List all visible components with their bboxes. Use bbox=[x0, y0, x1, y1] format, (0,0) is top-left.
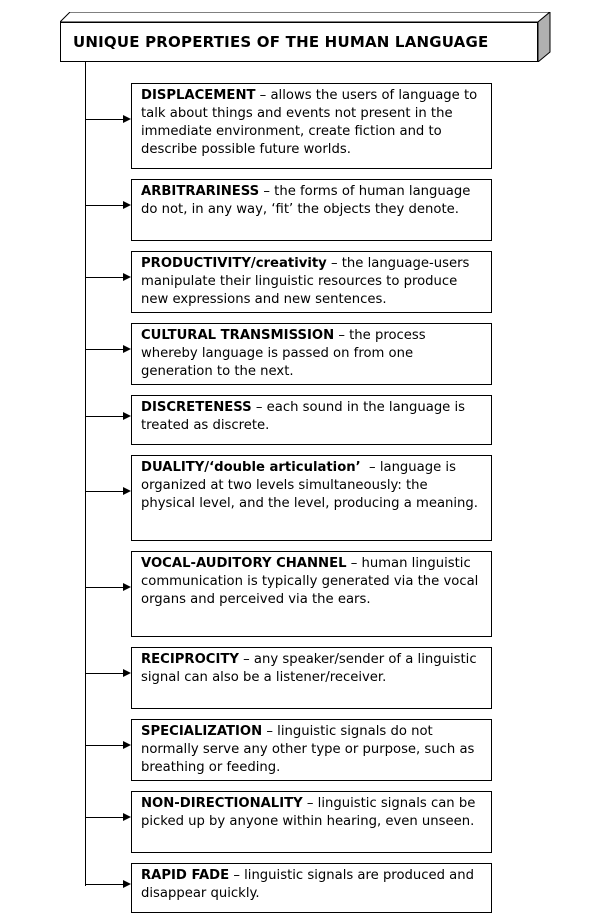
property-box-rapid-fade bbox=[131, 863, 492, 913]
property-description: linguistic signals do not normally serve any other type or purpose, such as breathing or feeding. bbox=[141, 724, 475, 775]
arrow-icon bbox=[123, 669, 131, 677]
property-separator: – bbox=[255, 88, 271, 103]
arrow-icon bbox=[123, 583, 131, 591]
property-separator: – bbox=[346, 556, 362, 571]
arrow-icon bbox=[123, 115, 131, 123]
property-separator: – bbox=[251, 400, 267, 415]
property-description: the forms of human language do not, in any way, ‘fit’ the objects they denote. bbox=[141, 184, 471, 217]
connector-branch bbox=[85, 416, 125, 417]
property-separator: – bbox=[259, 184, 275, 199]
arrow-icon bbox=[123, 412, 131, 420]
property-term: CULTURAL TRANSMISSION bbox=[141, 328, 335, 343]
property-term: NON-DIRECTIONALITY bbox=[141, 796, 303, 811]
connector-branch bbox=[85, 277, 125, 278]
arrow-icon bbox=[123, 741, 131, 749]
property-box-cultural-transmission bbox=[131, 323, 492, 385]
arrow-icon bbox=[123, 880, 131, 888]
property-separator: – bbox=[302, 796, 318, 811]
property-description: human linguistic communication is typically generated via the vocal organs and perceived via the ears. bbox=[141, 556, 479, 607]
property-term: PRODUCTIVITY/creativity bbox=[141, 256, 327, 271]
property-box-reciprocity bbox=[131, 647, 492, 709]
property-box-displacement bbox=[131, 83, 492, 169]
property-box-arbitrariness bbox=[131, 179, 492, 241]
connector-trunk bbox=[85, 62, 86, 886]
arrow-icon bbox=[123, 813, 131, 821]
property-term: DUALITY/‘double articulation’ bbox=[141, 460, 361, 475]
arrow-icon bbox=[123, 273, 131, 281]
property-term: ARBITRARINESS bbox=[141, 184, 260, 199]
property-term: SPECIALIZATION bbox=[141, 724, 263, 739]
connector-branch bbox=[85, 884, 125, 885]
property-description: linguistic signals can be picked up by anyone within hearing, even unseen. bbox=[141, 796, 476, 829]
property-separator: – bbox=[262, 724, 278, 739]
property-term: RECIPROCITY bbox=[141, 652, 239, 667]
connector-branch bbox=[85, 205, 125, 206]
connector-branch bbox=[85, 587, 125, 588]
property-box-non-directionality bbox=[131, 791, 492, 853]
property-term: DISPLACEMENT bbox=[141, 88, 256, 103]
arrow-icon bbox=[123, 487, 131, 495]
page-title: UNIQUE PROPERTIES OF THE HUMAN LANGUAGE bbox=[60, 22, 538, 62]
connector-branch bbox=[85, 119, 125, 120]
property-box-duality bbox=[131, 455, 492, 541]
connector-branch bbox=[85, 745, 125, 746]
property-description: language is organized at two levels simultaneously: the physical level, and the level, producing a meaning. bbox=[141, 460, 478, 511]
property-separator: – bbox=[229, 868, 245, 883]
property-separator: – bbox=[334, 328, 350, 343]
property-description: the language-users manipulate their linguistic resources to produce new expressions and new sentences. bbox=[141, 256, 470, 307]
property-term: VOCAL-AUDITORY CHANNEL bbox=[141, 556, 347, 571]
property-description: each sound in the language is treated as discrete. bbox=[141, 400, 466, 433]
arrow-icon bbox=[123, 201, 131, 209]
property-separator: – bbox=[360, 460, 380, 475]
property-separator: – bbox=[238, 652, 254, 667]
property-description: linguistic signals are produced and disappear quickly. bbox=[141, 868, 474, 901]
property-separator: – bbox=[326, 256, 342, 271]
property-box-discreteness bbox=[131, 395, 492, 445]
property-description: any speaker/sender of a linguistic signal can also be a listener/receiver. bbox=[141, 652, 477, 685]
arrow-icon bbox=[123, 345, 131, 353]
property-box-productivity bbox=[131, 251, 492, 313]
property-box-vocal-auditory-channel bbox=[131, 551, 492, 637]
property-term: RAPID FADE bbox=[141, 868, 230, 883]
property-box-specialization bbox=[131, 719, 492, 781]
connector-branch bbox=[85, 491, 125, 492]
property-term: DISCRETENESS bbox=[141, 400, 252, 415]
connector-branch bbox=[85, 349, 125, 350]
property-description: the process whereby language is passed on from one generation to the next. bbox=[141, 328, 426, 379]
property-description: allows the users of language to talk about things and events not present in the immediate environment, create fiction and to describe possible future worlds. bbox=[141, 88, 478, 157]
connector-branch bbox=[85, 673, 125, 674]
title-box bbox=[60, 12, 552, 64]
connector-branch bbox=[85, 817, 125, 818]
title-box-side-face bbox=[537, 12, 551, 62]
